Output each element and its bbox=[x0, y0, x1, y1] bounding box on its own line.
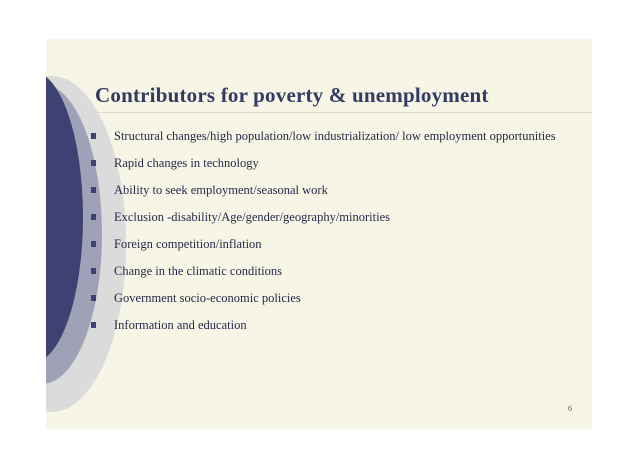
slide bbox=[46, 39, 592, 429]
bullet-item bbox=[90, 258, 585, 285]
bullet-text: Exclusion -disability/Age/gender/geography/minorities bbox=[114, 210, 390, 224]
bullet-item bbox=[90, 204, 585, 231]
bullet-text: Foreign competition/inflation bbox=[114, 237, 262, 251]
title-divider bbox=[86, 112, 592, 113]
bullet-item bbox=[90, 150, 585, 177]
bullet-item bbox=[90, 123, 585, 150]
square-bullet-icon bbox=[91, 241, 96, 247]
square-bullet-icon bbox=[91, 322, 96, 328]
bullet-text: Change in the climatic conditions bbox=[114, 264, 283, 278]
page-number: 6 bbox=[568, 404, 572, 413]
bullet-text: Rapid changes in technology bbox=[114, 156, 259, 170]
bullet-item bbox=[90, 177, 585, 204]
bullet-item bbox=[90, 285, 585, 312]
square-bullet-icon bbox=[91, 214, 96, 220]
square-bullet-icon bbox=[91, 268, 96, 274]
bullet-text: Ability to seek employment/seasonal work bbox=[114, 183, 328, 197]
slide-title: Contributors for poverty & unemployment bbox=[95, 83, 489, 107]
bullet-text: Information and education bbox=[114, 318, 247, 332]
bullet-text: Government socio-economic policies bbox=[114, 291, 301, 305]
bullet-item bbox=[90, 312, 585, 339]
bullet-text: Structural changes/high population/low industrialization/ low employment opportunities bbox=[114, 129, 556, 143]
square-bullet-icon bbox=[91, 295, 96, 301]
square-bullet-icon bbox=[91, 187, 96, 193]
bullet-item bbox=[90, 231, 585, 258]
bullet-list bbox=[90, 123, 585, 339]
square-bullet-icon bbox=[91, 133, 96, 139]
square-bullet-icon bbox=[91, 160, 96, 166]
